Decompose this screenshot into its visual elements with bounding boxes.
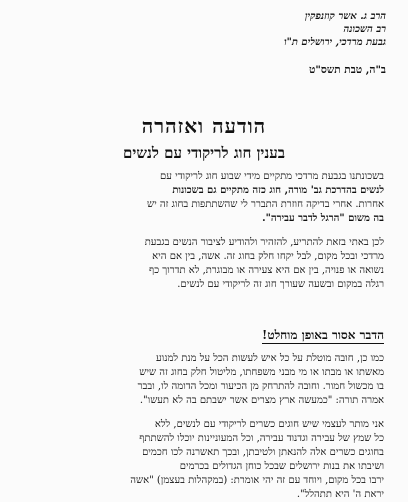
paragraph-line: מאשתו או מבתו או מי מבני משפחתו, מליטול חלק בחוג זה שיש xyxy=(139,367,384,378)
paragraph-line: מרדכי ובכל מקום, לבל יקחו חלק בחוג זה. אשה, בין אם היא xyxy=(152,251,384,262)
paragraph-line: יראת ה' היא תתהלל". xyxy=(296,489,384,500)
paragraph-line: אני מותר לעצמי שיש חוגים כשרים לריקודי עם לנשים, ללא xyxy=(154,419,384,430)
paragraph-line: רגלה במקום ובשעה שעורך חוג זה לריקודי עם לנשים. xyxy=(177,279,384,290)
paragraph-line: בשכונתנו בגבעת מרדכי מתקיים מידי שבוע חוג לריקודי עם xyxy=(160,171,384,182)
letterhead-name: הרב ג. אשר קוזנפקין xyxy=(304,11,386,22)
paragraph-line: כמו כן, חובה מוטלת על כל איש לעשות הכל על מנת למנוע xyxy=(156,353,384,364)
paragraph-2 xyxy=(20,236,384,292)
paragraph-line: בו מכשול חמור. וחובה להתרחק מן הכיעור ומכל הדומה לו, ובבר xyxy=(137,381,384,392)
paragraph-1 xyxy=(20,170,384,226)
paragraph-line: ירבו בכל מקום, ויוחד עם זה יהי אומרת: (במקהלות בעצמן) "אשה xyxy=(130,475,384,486)
paragraph-4 xyxy=(20,418,384,502)
document-date: ב"ה, טבת תשס"ט xyxy=(309,64,386,76)
paragraph-line: לנשים בהדרכת גב' מורה, חוג כזה מתקיים גם בשכונות xyxy=(172,185,384,196)
letterhead-role: רב השכונה xyxy=(343,24,386,35)
document-title: הודעה ואזהרה xyxy=(141,114,267,138)
paragraph-3 xyxy=(20,352,384,408)
paragraph-line: לכן באתי בזאת להתריע, להזהיר ולהודיע לציבור הנשים בגבעת xyxy=(144,237,384,248)
paragraph-line: נשואה או פנויה, בין אם היא צעירה או מבוגרת, לא תדרוך כף xyxy=(149,265,384,276)
section-heading: הדבר אסור באופן מוחלט! xyxy=(262,328,384,342)
letterhead-address: גבעת מרדכי, ירושלים ת"ו xyxy=(284,37,386,48)
paragraph-line: ושיבתו את בנות ירושלים שבכל כוחן הגדולים בכרמים xyxy=(179,461,384,472)
paragraph-line: בחוגים כשרים אלה להנאתן ולטיבתן, ובכך תאשרנה לכו חכמים xyxy=(142,447,384,458)
document-subtitle: בענין חוג לריקודי עם לנשים xyxy=(123,144,285,162)
paragraph-line: אמרה תורה: "כמעשה ארץ מצרים אשר ישבתם בה לא תעשו". xyxy=(139,395,384,406)
paragraph-line: אחרות. אחרי בדיקה חוזרת התברר לי שהשתתפות בחוג זה יש xyxy=(147,199,384,210)
paragraph-line: כל שמץ של עבירה וגדנוד עבירה, וכל המעוניינות יוכלו להשתתף xyxy=(139,433,384,444)
paragraph-line: בה משום "הרגל לדבר עבירה". xyxy=(262,213,384,224)
letterhead xyxy=(186,10,386,49)
